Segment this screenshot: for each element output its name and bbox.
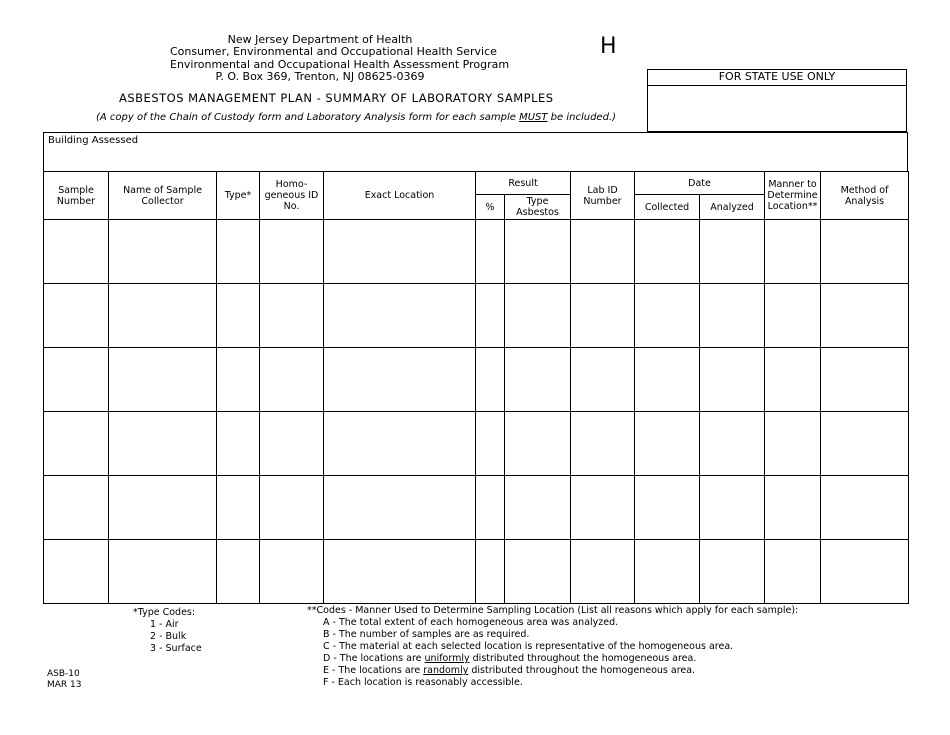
manner-cell[interactable]	[765, 284, 821, 348]
collected-cell[interactable]	[635, 220, 700, 284]
homogeneous-id-cell[interactable]	[260, 284, 324, 348]
percent-cell[interactable]	[476, 284, 505, 348]
collected-cell[interactable]	[635, 412, 700, 476]
sample-collector-cell[interactable]	[109, 348, 217, 412]
lab-id-cell[interactable]	[571, 412, 635, 476]
homogeneous-id-cell[interactable]	[260, 220, 324, 284]
form-letter: H	[600, 34, 617, 59]
method-cell[interactable]	[821, 540, 909, 604]
location-code-e-text-1: E - The locations are	[323, 665, 424, 676]
table-row	[44, 476, 909, 540]
analyzed-cell[interactable]	[700, 476, 765, 540]
exact-location-cell[interactable]	[324, 284, 476, 348]
analyzed-cell[interactable]	[700, 220, 765, 284]
type-cell[interactable]	[217, 412, 260, 476]
form-number: ASB-10	[47, 669, 80, 679]
page-title: ASBESTOS MANAGEMENT PLAN - SUMMARY OF LABORATORY SAMPLES	[119, 91, 554, 105]
type-cell[interactable]	[217, 348, 260, 412]
agency-address: P. O. Box 369, Trenton, NJ 08625-0369	[215, 70, 425, 83]
location-code-e	[307, 665, 798, 677]
table-row	[44, 412, 909, 476]
subtitle-emphasis: MUST	[519, 112, 548, 123]
exact-location-cell[interactable]	[324, 220, 476, 284]
type-code-item: 3 - Surface	[150, 643, 202, 654]
subtitle-text-2: be included.)	[547, 112, 617, 123]
analyzed-cell[interactable]	[700, 348, 765, 412]
collected-cell[interactable]	[635, 540, 700, 604]
col-date: Date	[635, 172, 765, 195]
col-exact-location: Exact Location	[324, 172, 476, 220]
type-cell[interactable]	[217, 220, 260, 284]
type-asbestos-cell[interactable]	[505, 348, 571, 412]
type-cell[interactable]	[217, 476, 260, 540]
percent-cell[interactable]	[476, 220, 505, 284]
manner-cell[interactable]	[765, 476, 821, 540]
page-subtitle	[96, 112, 616, 123]
method-cell[interactable]	[821, 220, 909, 284]
method-cell[interactable]	[821, 412, 909, 476]
agency-name: New Jersey Department of Health	[227, 33, 413, 46]
col-homogeneous-id: Homo-geneous ID No.	[260, 172, 324, 220]
col-manner: Manner to Determine Location**	[765, 172, 821, 220]
exact-location-cell[interactable]	[324, 540, 476, 604]
sample-number-cell[interactable]	[44, 220, 109, 284]
table-row	[44, 540, 909, 604]
manner-cell[interactable]	[765, 412, 821, 476]
col-type: Type*	[217, 172, 260, 220]
percent-cell[interactable]	[476, 476, 505, 540]
percent-cell[interactable]	[476, 348, 505, 412]
type-codes-legend	[133, 607, 202, 655]
location-code-f: F - Each location is reasonably accessible.	[323, 677, 523, 688]
sample-number-cell[interactable]	[44, 540, 109, 604]
collected-cell[interactable]	[635, 348, 700, 412]
exact-location-cell[interactable]	[324, 348, 476, 412]
collected-cell[interactable]	[635, 284, 700, 348]
form-revision: MAR 13	[47, 680, 82, 690]
location-code-d-text-1: D - The locations are	[323, 653, 425, 664]
type-codes-title: *Type Codes:	[133, 607, 196, 618]
percent-cell[interactable]	[476, 540, 505, 604]
location-code-e-emphasis: randomly	[423, 665, 469, 676]
lab-id-cell[interactable]	[571, 540, 635, 604]
lab-id-cell[interactable]	[571, 284, 635, 348]
sample-collector-cell[interactable]	[109, 220, 217, 284]
type-cell[interactable]	[217, 540, 260, 604]
manner-cell[interactable]	[765, 348, 821, 412]
location-code-b: B - The number of samples are as required.	[323, 629, 530, 640]
samples-table	[43, 171, 909, 604]
method-cell[interactable]	[821, 284, 909, 348]
subtitle-text-1: (A copy of the Chain of Custody form and Laboratory Analysis form for each sample	[96, 112, 520, 123]
type-code-item: 2 - Bulk	[150, 631, 187, 642]
building-assessed-label: Building Assessed	[48, 135, 139, 146]
lab-id-cell[interactable]	[571, 220, 635, 284]
table-row	[44, 284, 909, 348]
type-asbestos-cell[interactable]	[505, 476, 571, 540]
percent-cell[interactable]	[476, 412, 505, 476]
building-assessed-field[interactable]	[43, 132, 908, 172]
type-asbestos-cell[interactable]	[505, 220, 571, 284]
agency-service: Consumer, Environmental and Occupational Health Service	[170, 45, 497, 58]
collected-cell[interactable]	[635, 476, 700, 540]
col-analyzed: Analyzed	[700, 195, 765, 220]
analyzed-cell[interactable]	[700, 284, 765, 348]
col-sample-collector: Name of Sample Collector	[109, 172, 217, 220]
location-codes-legend	[307, 605, 798, 689]
homogeneous-id-cell[interactable]	[260, 348, 324, 412]
sample-number-cell[interactable]	[44, 284, 109, 348]
homogeneous-id-cell[interactable]	[260, 476, 324, 540]
sample-collector-cell[interactable]	[109, 476, 217, 540]
method-cell[interactable]	[821, 476, 909, 540]
analyzed-cell[interactable]	[700, 412, 765, 476]
location-code-d	[307, 653, 798, 665]
table-row	[44, 348, 909, 412]
type-asbestos-cell[interactable]	[505, 540, 571, 604]
location-code-d-emphasis: uniformly	[424, 653, 470, 664]
col-sample-number: Sample Number	[44, 172, 109, 220]
col-lab-id: Lab ID Number	[571, 172, 635, 220]
exact-location-cell[interactable]	[324, 476, 476, 540]
location-code-d-text-2: distributed throughout the homogeneous area.	[469, 653, 697, 664]
sample-collector-cell[interactable]	[109, 284, 217, 348]
col-type-asbestos: Type Asbestos	[505, 195, 571, 220]
manner-cell[interactable]	[765, 540, 821, 604]
analyzed-cell[interactable]	[700, 540, 765, 604]
lab-id-cell[interactable]	[571, 476, 635, 540]
location-code-e-text-2: distributed throughout the homogeneous area.	[468, 665, 696, 676]
sample-collector-cell[interactable]	[109, 540, 217, 604]
type-asbestos-cell[interactable]	[505, 412, 571, 476]
location-code-a: A - The total extent of each homogeneous area was analyzed.	[323, 617, 619, 628]
sample-collector-cell[interactable]	[109, 412, 217, 476]
manner-cell[interactable]	[765, 220, 821, 284]
form-id	[47, 669, 82, 691]
type-code-item: 1 - Air	[150, 619, 179, 630]
table-row	[44, 220, 909, 284]
method-cell[interactable]	[821, 348, 909, 412]
state-use-label: FOR STATE USE ONLY	[648, 70, 906, 86]
agency-program: Environmental and Occupational Health Assessment Program	[170, 58, 510, 71]
sample-number-cell[interactable]	[44, 476, 109, 540]
homogeneous-id-cell[interactable]	[260, 412, 324, 476]
location-code-c: C - The material at each selected location is representative of the homogeneous area.	[323, 641, 734, 652]
type-cell[interactable]	[217, 284, 260, 348]
homogeneous-id-cell[interactable]	[260, 540, 324, 604]
col-result: Result	[476, 172, 571, 195]
type-asbestos-cell[interactable]	[505, 284, 571, 348]
location-codes-title: **Codes - Manner Used to Determine Sampling Location (List all reasons which apply for each sample):	[307, 605, 799, 616]
exact-location-cell[interactable]	[324, 412, 476, 476]
col-collected: Collected	[635, 195, 700, 220]
sample-number-cell[interactable]	[44, 412, 109, 476]
col-method: Method of Analysis	[821, 172, 909, 220]
col-percent: %	[476, 195, 505, 220]
state-use-box	[647, 69, 907, 132]
sample-number-cell[interactable]	[44, 348, 109, 412]
lab-id-cell[interactable]	[571, 348, 635, 412]
